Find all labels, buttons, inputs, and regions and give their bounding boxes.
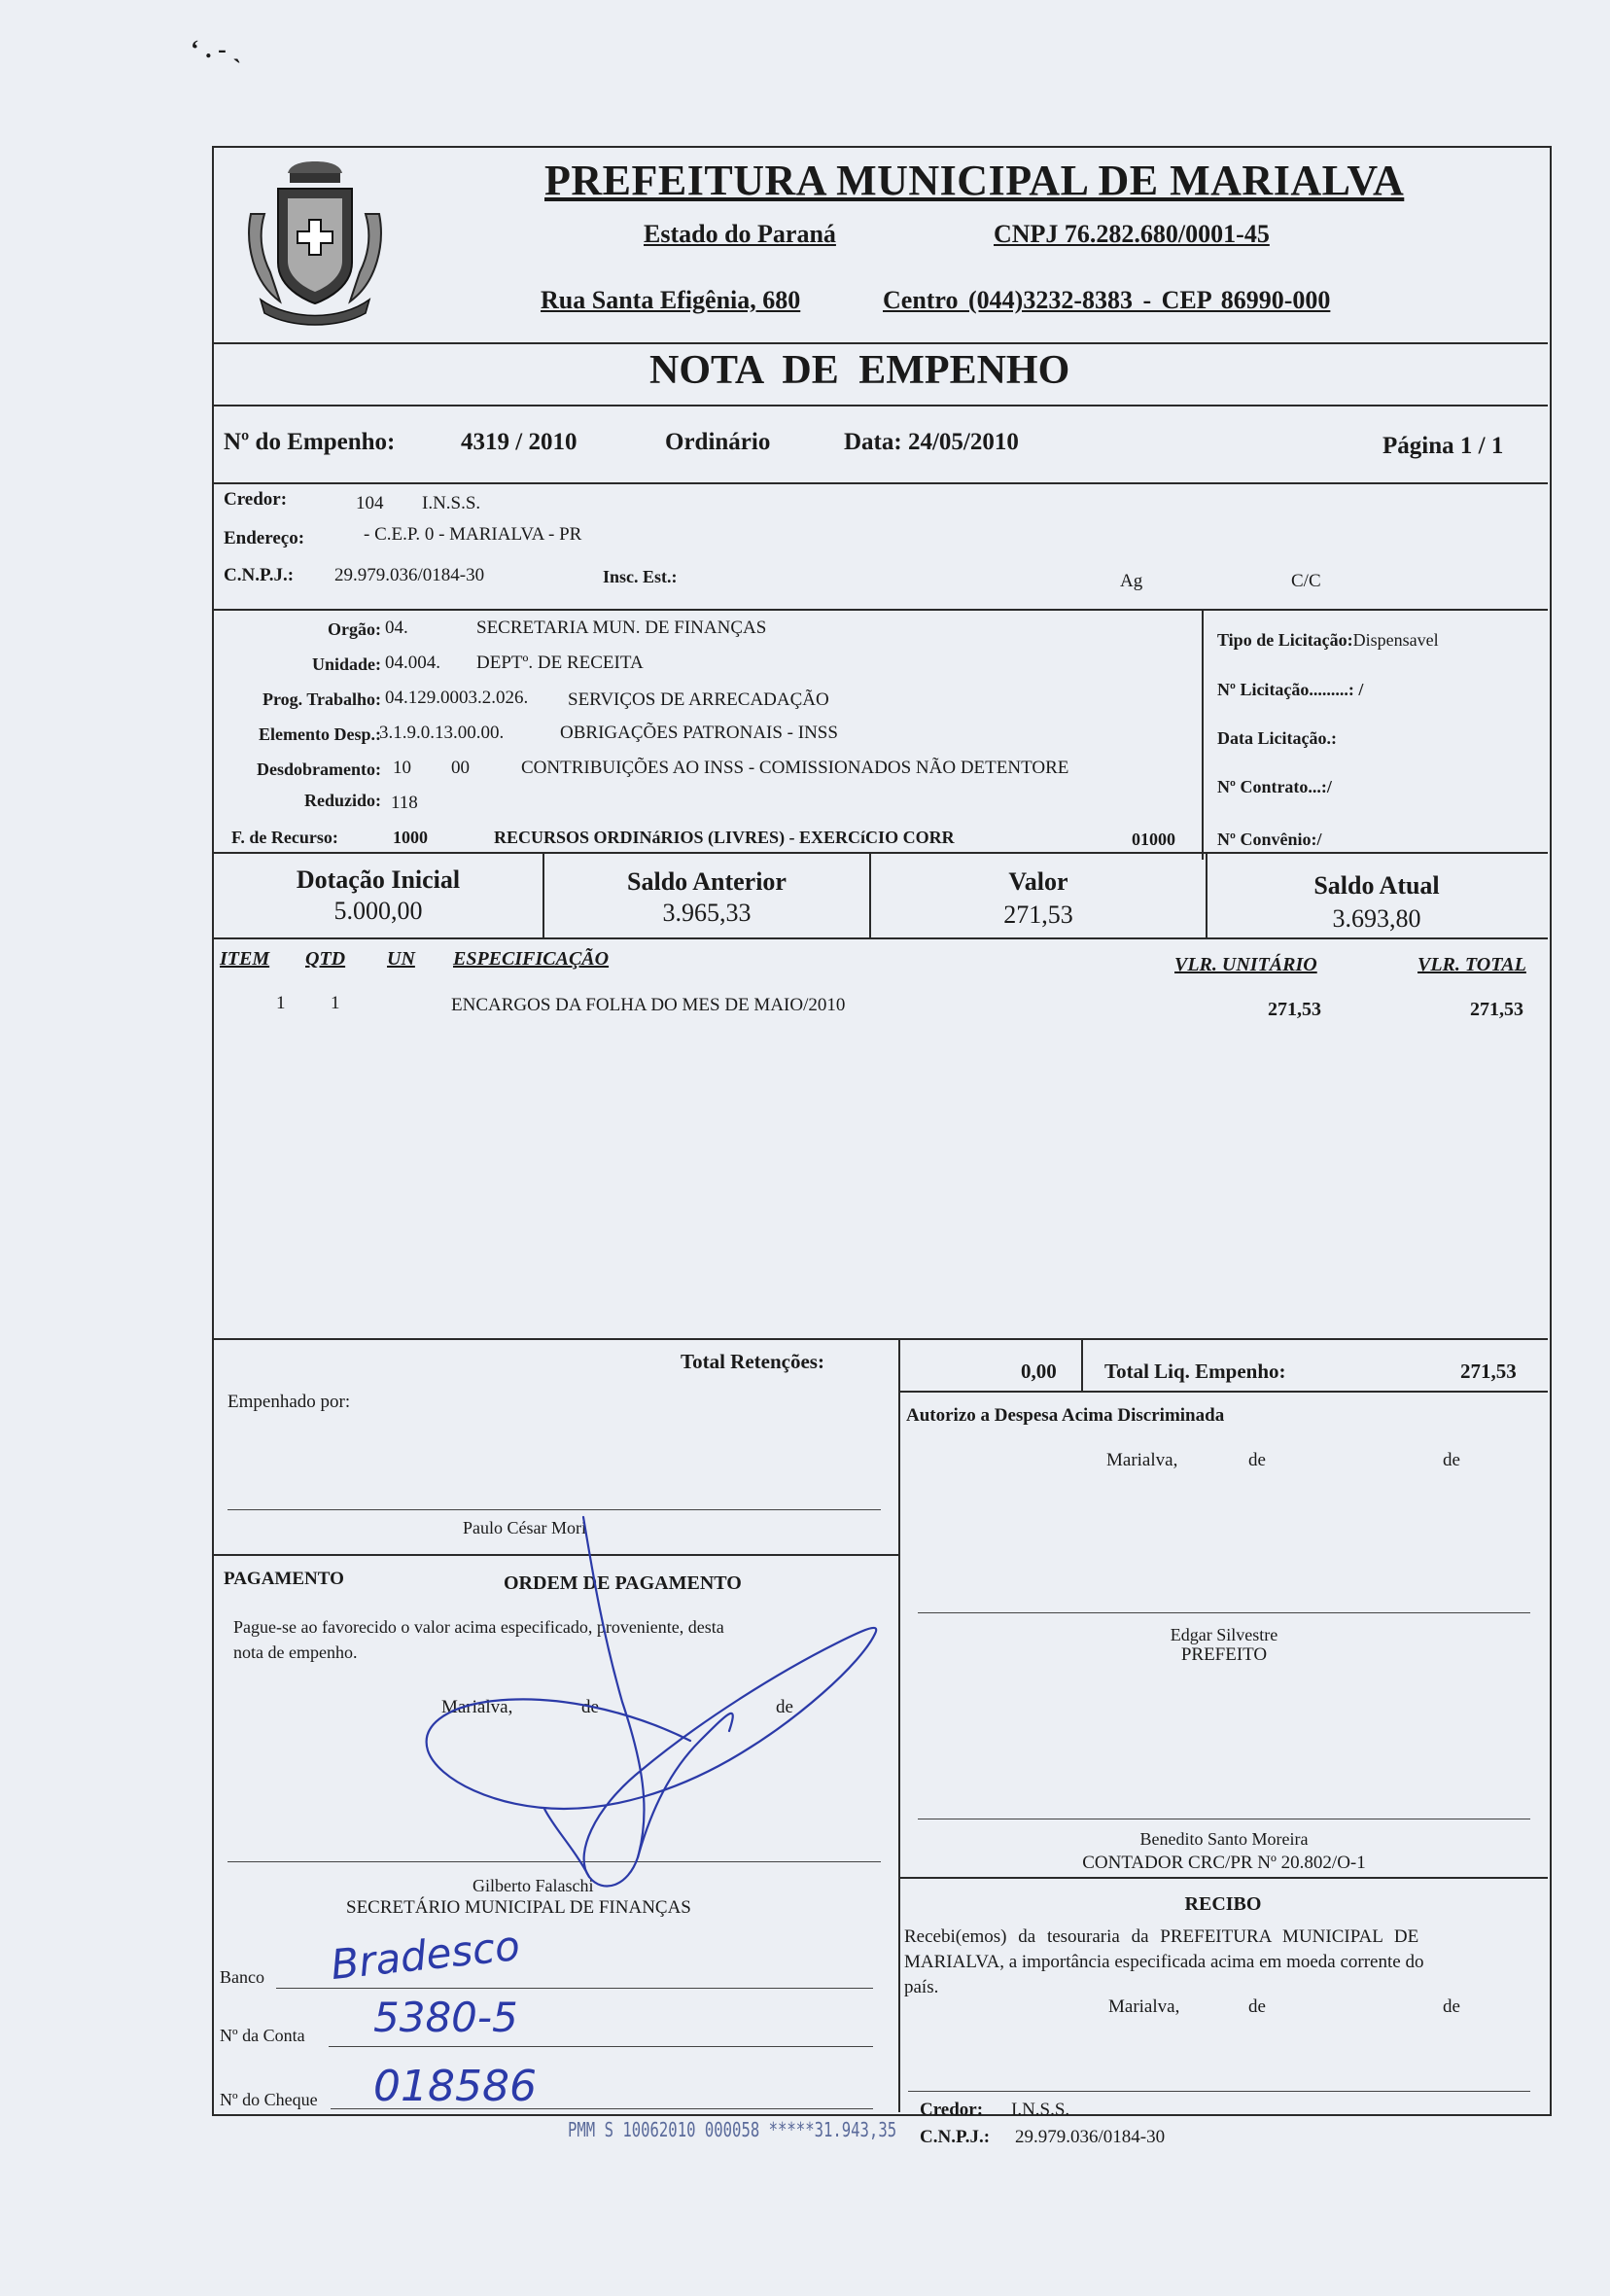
col-item: ITEM xyxy=(220,948,270,970)
unidade-desc: DEPTº. DE RECEITA xyxy=(476,653,644,673)
desdobramento-desc: CONTRIBUIÇÕES AO INSS - COMISSIONADOS NÃO DETENTORE xyxy=(521,758,1069,778)
recibo-text-2: MARIALVA, a importância especificada acima em moeda corrente do xyxy=(904,1952,1424,1972)
credor-label: Credor: xyxy=(224,489,288,510)
orcamento-divider xyxy=(212,852,1548,854)
col-valor-total: VLR. TOTAL xyxy=(1418,954,1526,975)
prefeito-title: PREFEITO xyxy=(1180,1644,1268,1665)
totals-sep-2 xyxy=(1081,1338,1083,1391)
orgao-desc: SECRETARIA MUN. DE FINANÇAS xyxy=(476,618,767,638)
empenhado-name: Paulo César Mori xyxy=(463,1518,586,1537)
orgao-code: 04. xyxy=(385,618,408,638)
recurso-label: F. de Recurso: xyxy=(231,828,338,847)
credor-code: 104 xyxy=(356,493,384,513)
numero-convenio: Nº Convênio:/ xyxy=(1217,830,1322,849)
recurso-extra: 01000 xyxy=(1132,830,1175,849)
prefeito-name: Edgar Silvestre xyxy=(1170,1625,1278,1644)
totals-bottom-divider xyxy=(898,1391,1548,1393)
banco-label: Banco xyxy=(220,1967,264,1987)
pague-text-2: nota de empenho. xyxy=(233,1643,358,1662)
recibo-place: Marialva, xyxy=(1108,1996,1180,2017)
dotacao-inicial-value: 5.000,00 xyxy=(333,897,423,925)
item-unit-value: 271,53 xyxy=(1268,999,1321,1020)
item-number: 1 xyxy=(276,993,286,1013)
autorizo-label: Autorizo a Despesa Acima Discriminada xyxy=(906,1405,1225,1426)
recibo-de-2: de xyxy=(1443,1996,1460,2017)
pague-text-1: Pague-se ao favorecido o valor acima especificado, proveniente, desta xyxy=(233,1617,724,1637)
conta-line xyxy=(329,2046,873,2047)
cnpj-label: CNPJ 76.282.680/0001-45 xyxy=(994,220,1270,248)
saldo-anterior-label: Saldo Anterior xyxy=(627,867,787,896)
autorizo-place: Marialva, xyxy=(1106,1450,1178,1470)
tipo-licitacao-label: Tipo de Licitação: xyxy=(1217,630,1353,650)
recibo-signature-line xyxy=(908,2091,1530,2092)
ordem-pagamento-label: ORDEM DE PAGAMENTO xyxy=(504,1572,742,1594)
empenho-number: 4319 / 2010 xyxy=(461,429,578,455)
secretario-name: Gilberto Falaschi xyxy=(472,1876,594,1895)
pagamento-label: PAGAMENTO xyxy=(224,1569,344,1589)
recibo-text-1: Recebi(emos) da tesouraria da PREFEITURA MUNICIPAL DE xyxy=(904,1926,1419,1947)
saldo-anterior-value: 3.965,33 xyxy=(662,899,752,927)
credor-divider xyxy=(212,609,1548,611)
empenho-date: Data: 24/05/2010 xyxy=(844,429,1019,455)
elemento-label: Elemento Desp.: xyxy=(259,724,381,744)
orgao-label: Orgão: xyxy=(328,619,381,639)
col-especificacao: ESPECIFICAÇÃO xyxy=(453,948,610,970)
agencia-label: Ag xyxy=(1120,571,1143,591)
coat-of-arms-emblem xyxy=(231,156,399,329)
contador-name: Benedito Santo Moreira xyxy=(1139,1829,1309,1849)
contador-title: CONTADOR CRC/PR Nº 20.802/O-1 xyxy=(1082,1853,1366,1873)
street-address: Rua Santa Efigênia, 680 xyxy=(541,286,801,314)
unidade-label: Unidade: xyxy=(311,654,381,674)
secretario-title: SECRETÁRIO MUNICIPAL DE FINANÇAS xyxy=(346,1897,691,1918)
elemento-desc: OBRIGAÇÕES PATRONAIS - INSS xyxy=(560,723,838,743)
insc-est-label: Insc. Est.: xyxy=(603,567,678,586)
item-total-value: 271,53 xyxy=(1470,999,1523,1020)
item-spec: ENCARGOS DA FOLHA DO MES DE MAIO/2010 xyxy=(451,995,846,1015)
prog-trabalho-code: 04.129.0003.2.026. xyxy=(385,688,529,708)
banco-line xyxy=(276,1988,873,1989)
dotacao-inicial-label: Dotação Inicial xyxy=(296,865,461,894)
recurso-desc: RECURSOS ORDINáRIOS (LIVRES) - EXERCíCIO CORR xyxy=(494,828,955,847)
reduzido-code: 118 xyxy=(391,793,418,813)
data-licitacao: Data Licitação.: xyxy=(1217,728,1337,748)
saldos-divider xyxy=(212,937,1548,939)
endereco-value: - C.E.P. 0 - MARIALVA - PR xyxy=(364,524,582,545)
banco-value: Bradesco xyxy=(328,1921,522,1990)
prog-trabalho-label: Prog. Trabalho: xyxy=(262,689,381,709)
prog-trabalho-desc: SERVIÇOS DE ARRECADAÇÃO xyxy=(568,689,829,710)
desdobramento-label: Desdobramento: xyxy=(257,759,381,779)
prefeito-signature-line xyxy=(918,1612,1530,1613)
recibo-text-3: país. xyxy=(904,1977,939,1997)
desdobramento-code: 10 xyxy=(393,758,411,778)
empenhado-signature-line xyxy=(228,1509,881,1510)
title-divider xyxy=(212,405,1548,406)
cnpj-label-credor: C.N.P.J.: xyxy=(224,565,295,585)
cheque-value: 018586 xyxy=(373,2062,537,2111)
pagamento-de-2: de xyxy=(776,1697,793,1717)
recibo-cnpj-label: C.N.P.J.: xyxy=(920,2127,991,2147)
conta-label: Nº da Conta xyxy=(220,2026,305,2045)
endereco-label: Endereço: xyxy=(224,528,305,548)
header-divider xyxy=(212,342,1548,344)
recibo-cnpj-value: 29.979.036/0184-30 xyxy=(1015,2127,1166,2147)
licitacao-divider xyxy=(1202,609,1204,860)
credor-name: I.N.S.S. xyxy=(422,493,481,513)
empenhado-label: Empenhado por: xyxy=(228,1392,351,1412)
col-qtd: QTD xyxy=(305,948,346,970)
recurso-code: 1000 xyxy=(393,828,428,847)
reduzido-label: Reduzido: xyxy=(303,791,381,810)
unidade-code: 04.004. xyxy=(385,653,440,673)
cheque-label: Nº do Cheque xyxy=(220,2090,318,2109)
liquido-label: Total Liq. Empenho: xyxy=(1104,1360,1286,1383)
conta-value: 5380-5 xyxy=(373,1994,518,2041)
valor-value: 271,53 xyxy=(1003,901,1073,929)
autorizo-de-2: de xyxy=(1443,1450,1460,1470)
saldo-atual-value: 3.693,80 xyxy=(1332,904,1421,933)
elemento-code: 3.1.9.0.13.00.00. xyxy=(379,723,505,743)
corner-mark: ʻ . - ˎ xyxy=(191,35,241,63)
item-qtd: 1 xyxy=(331,993,340,1013)
liquido-value: 271,53 xyxy=(1460,1360,1517,1383)
empenho-label: Nº do Empenho: xyxy=(224,429,396,455)
page-number: Página 1 / 1 xyxy=(1382,433,1504,459)
conta-corrente-label: C/C xyxy=(1291,571,1321,591)
col-valor-unitario: VLR. UNITÁRIO xyxy=(1174,954,1317,975)
municipality-title: PREFEITURA MUNICIPAL DE MARIALVA xyxy=(544,157,1405,204)
recibo-credor-label: Credor: xyxy=(920,2100,984,2120)
cnpj-value-credor: 29.979.036/0184-30 xyxy=(334,565,485,585)
saldo-atual-label: Saldo Atual xyxy=(1313,871,1440,900)
numero-licitacao: Nº Licitação.........: / xyxy=(1217,680,1364,699)
prefeito-signature xyxy=(408,1517,914,1925)
empenho-type: Ordinário xyxy=(665,429,771,455)
recibo-title: RECIBO xyxy=(1184,1893,1262,1915)
state-label: Estado do Paraná xyxy=(644,220,836,248)
retencoes-label: Total Retenções: xyxy=(681,1350,824,1373)
pagamento-de-1: de xyxy=(581,1697,599,1717)
autorizo-de-1: de xyxy=(1248,1450,1266,1470)
tipo-licitacao-value: Dispensavel xyxy=(1352,630,1439,650)
retencoes-value: 0,00 xyxy=(1021,1360,1057,1383)
totals-top-divider xyxy=(212,1338,1548,1340)
document-title: NOTA DE EMPENHO xyxy=(649,348,1070,393)
pagamento-place: Marialva, xyxy=(441,1697,513,1717)
recibo-de-1: de xyxy=(1248,1996,1266,2017)
footer-stamp: PMM S 10062010 000058 *****31.943,35 xyxy=(568,2118,897,2141)
numero-contrato: Nº Contrato...:/ xyxy=(1217,777,1332,796)
address-contact: Centro (044)3232-8383 - CEP 86990-000 xyxy=(883,286,1331,314)
empenho-divider xyxy=(212,482,1548,484)
col-un: UN xyxy=(387,948,415,970)
tipo-licitacao xyxy=(1217,630,1439,651)
recibo-credor-value: I.N.S.S. xyxy=(1011,2100,1070,2120)
desdobramento-code2: 00 xyxy=(451,758,470,778)
recibo-divider xyxy=(898,1877,1548,1879)
valor-label: Valor xyxy=(1008,867,1068,896)
